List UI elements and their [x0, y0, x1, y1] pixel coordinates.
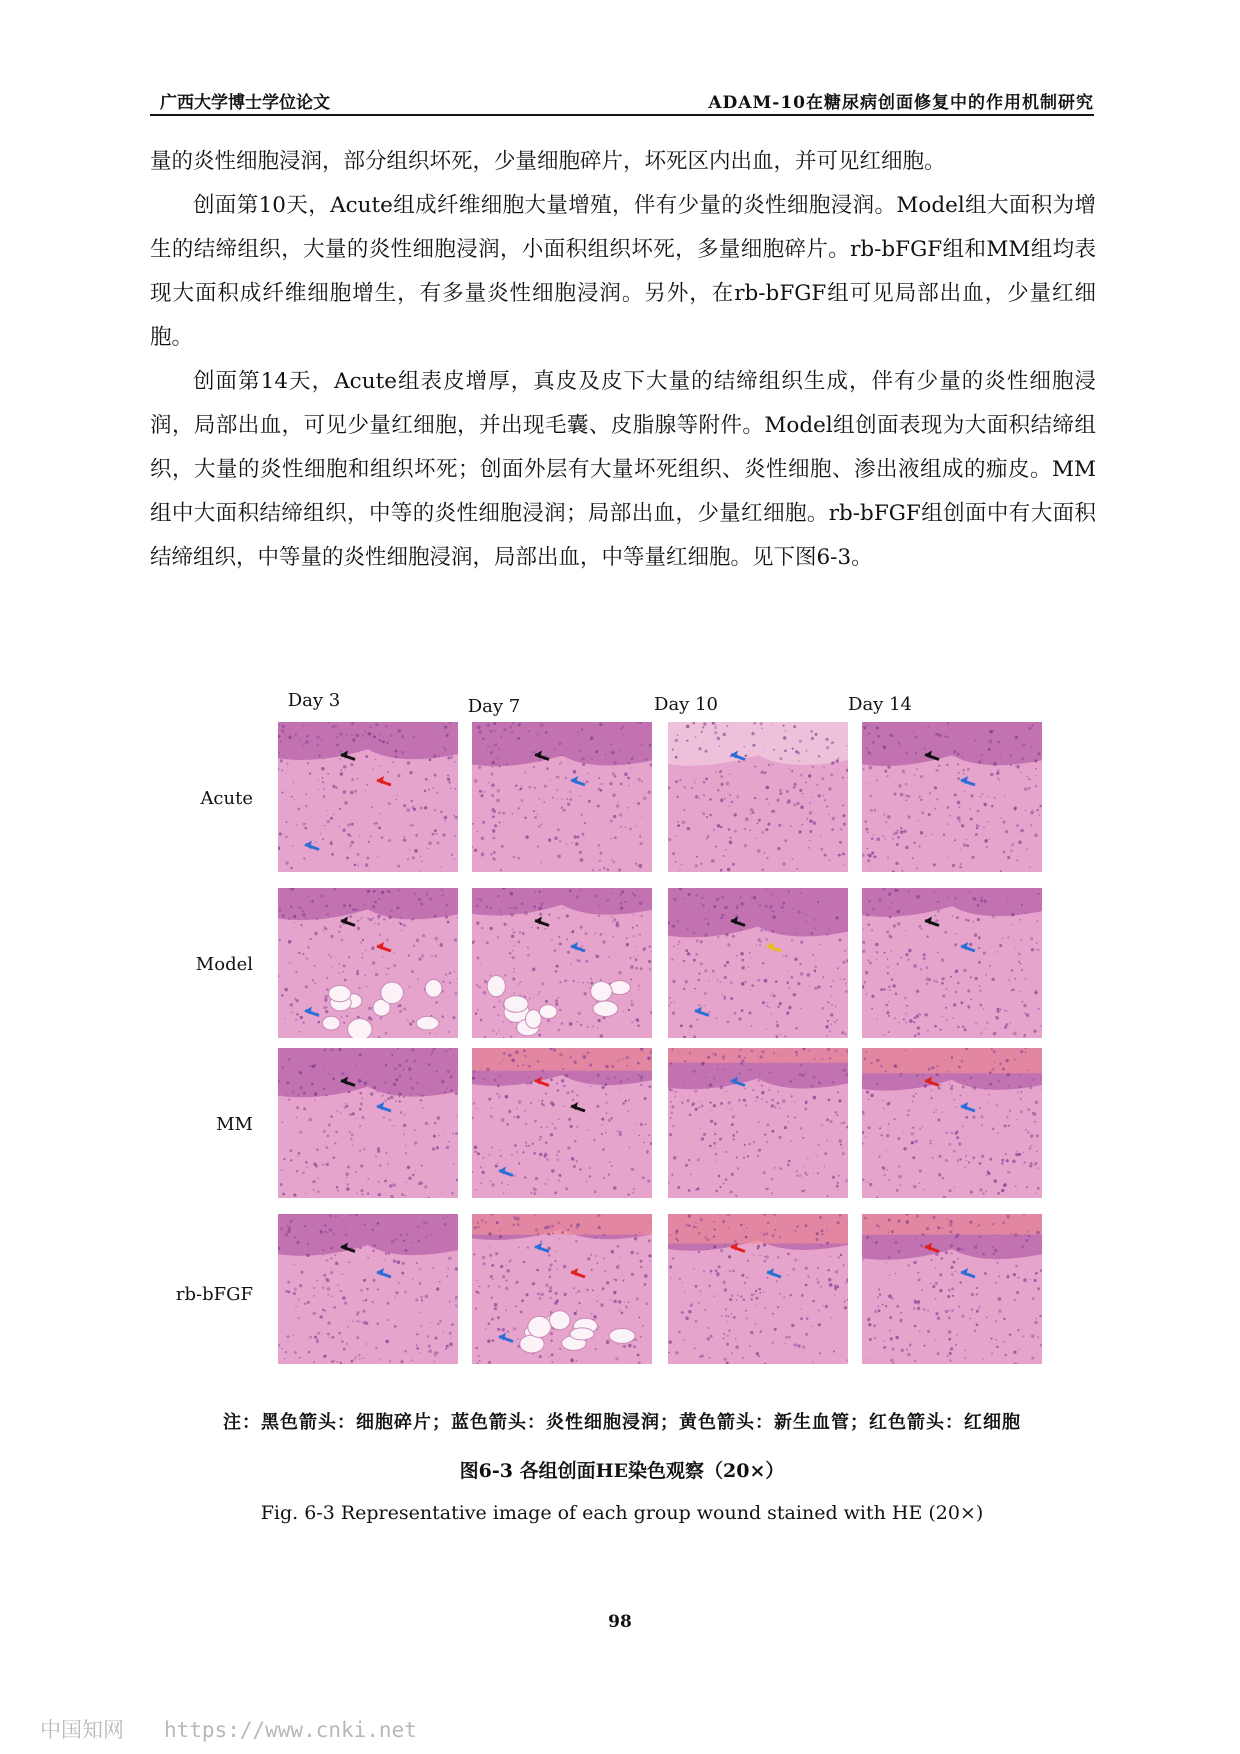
figure-note: 注：黑色箭头：细胞碎片；蓝色箭头：炎性细胞浸润；黄色箭头：新生血管；红色箭头：红细胞 [223, 1412, 1021, 1433]
column-label-day7: Day 7 [467, 696, 521, 717]
running-header [150, 84, 1094, 116]
cnki-watermark [40, 1714, 417, 1744]
chapter-title-header: ADAM-10在糖尿病创面修复中的作用机制研究 [708, 93, 1094, 113]
tile-mm-day14 [862, 1048, 1042, 1198]
row-label-model: Model [195, 954, 253, 975]
body-text [150, 140, 1096, 580]
page-number: 98 [608, 1612, 632, 1632]
column-label-day14: Day 14 [848, 694, 912, 715]
figure-caption-chinese: 图6-3 各组创面HE染色观察（20×） [459, 1460, 785, 1482]
tile-model-day14 [862, 888, 1042, 1038]
tile-rbbfgf-day10 [668, 1214, 848, 1364]
he-stain-figure [175, 690, 1070, 1380]
tile-rbbfgf-day7 [472, 1214, 652, 1364]
tile-acute-day10 [668, 722, 848, 872]
tile-rbbfgf-day14 [862, 1214, 1042, 1364]
tile-acute-day14 [862, 722, 1042, 872]
tile-model-day10 [668, 888, 848, 1038]
column-label-day10: Day 10 [654, 694, 718, 715]
tile-model-day3 [278, 888, 458, 1038]
tile-rbbfgf-day3 [278, 1214, 458, 1364]
tile-acute-day7 [472, 722, 652, 872]
tile-acute-day3 [278, 722, 458, 872]
watermark-site: 中国知网 [40, 1718, 124, 1742]
row-label-mm: MM [216, 1114, 253, 1135]
paragraph-1: 量的炎性细胞浸润，部分组织坏死，少量细胞碎片，坏死区内出血，并可见红细胞。 [150, 149, 946, 174]
tile-mm-day3 [278, 1048, 458, 1198]
paragraph-2: 创面第10天，Acute组成纤维细胞大量增殖，伴有少量的炎性细胞浸润。Model组大面积为增生的结缔组织，大量的炎性细胞浸润，小面积组织坏死，多量细胞碎片。rb-bFGF组和MM组均表现大面积成纤维细胞增生，有多量炎性细胞浸润。另外，在rb-bFGF组可见局部出血，少量红细胞。 [150, 193, 1096, 350]
row-label-acute: Acute [200, 788, 253, 809]
tile-mm-day10 [668, 1048, 848, 1198]
tile-mm-day7 [472, 1048, 652, 1198]
tile-model-day7 [472, 888, 652, 1038]
figure-caption-english: Fig. 6-3 Representative image of each group wound stained with HE (20×) [260, 1502, 984, 1524]
column-label-day3: Day 3 [287, 690, 341, 711]
paragraph-3: 创面第14天，Acute组表皮增厚，真皮及皮下大量的结缔组织生成，伴有少量的炎性细胞浸润，局部出血，可见少量红细胞，并出现毛囊、皮脂腺等附件。Model组创面表现为大面积结缔组织，大量的炎性细胞和组织坏死；创面外层有大量坏死组织、炎性细胞、渗出液组成的痂皮。MM组中大面积结缔组织，中等的炎性细胞浸润；局部出血，少量红细胞。rb-bFGF组创面中有大面积结缔组织，中等量的炎性细胞浸润，局部出血，中等量红细胞。见下图6-3。 [150, 369, 1096, 570]
thesis-title-header: 广西大学博士学位论文 [160, 93, 330, 113]
watermark-url: https://www.cnki.net [164, 1718, 417, 1742]
row-label-rbbfgf: rb-bFGF [175, 1284, 253, 1305]
